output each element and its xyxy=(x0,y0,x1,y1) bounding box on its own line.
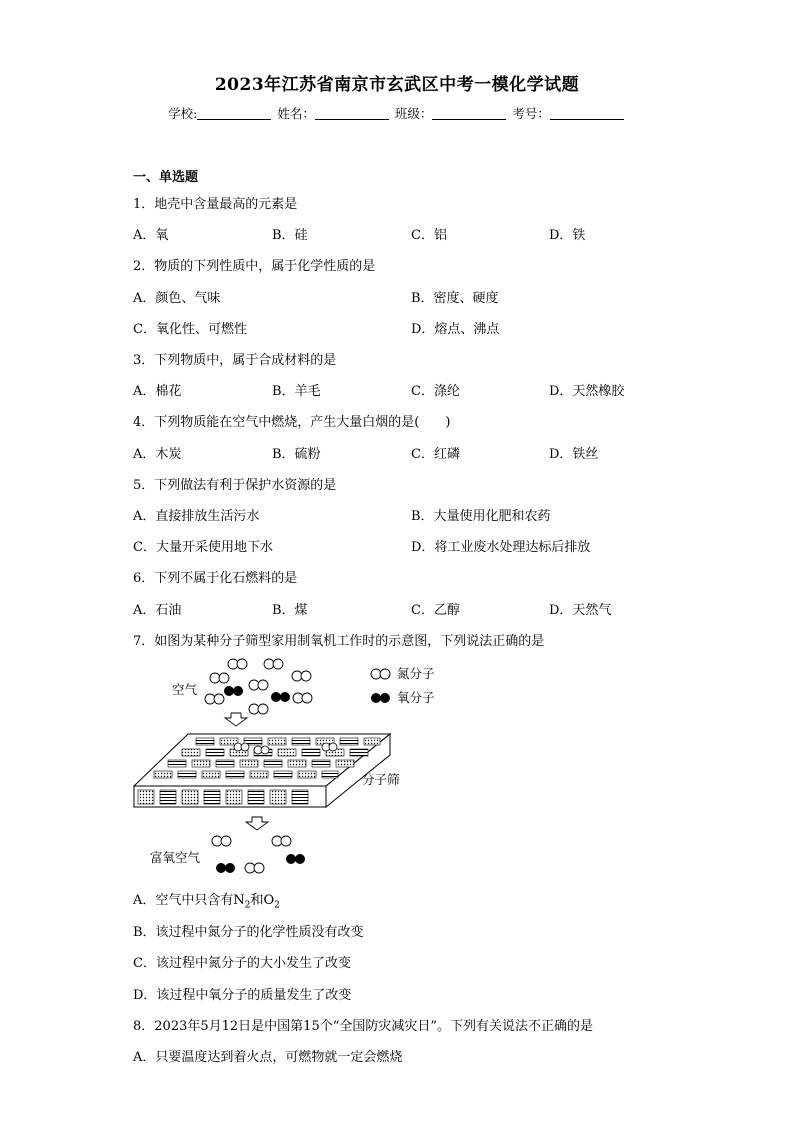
q3-option-d: D．天然橡胶 xyxy=(549,384,625,399)
q3-option-b: B．羊毛 xyxy=(272,384,321,399)
q1-option-b: B．硅 xyxy=(272,228,308,243)
q5-option-b: B．大量使用化肥和农药 xyxy=(411,509,551,524)
name-blank xyxy=(315,107,389,120)
name-label: 姓名： xyxy=(277,106,315,121)
enriched-air-molecules xyxy=(212,836,305,873)
sieve-label: 分子筛 xyxy=(362,772,400,787)
school-label: 学校: xyxy=(168,106,198,121)
number-label: 考号： xyxy=(512,106,550,121)
q4-option-a: A．木炭 xyxy=(133,447,182,462)
question-3-stem: 3．下列物质中，属于合成材料的是 xyxy=(133,353,337,368)
molecular-sieve-slab xyxy=(134,734,390,807)
q5-option-d: D．将工业废水处理达标后排放 xyxy=(411,540,591,555)
class-blank xyxy=(432,107,506,120)
oxygen-legend-label: 氧分子 xyxy=(397,690,435,705)
q6-option-d: D．天然气 xyxy=(549,603,612,618)
q2-option-a: A．颜色、气味 xyxy=(133,291,221,306)
number-blank xyxy=(550,107,624,120)
q6-option-a: A．石油 xyxy=(133,603,182,618)
page-title: 2023年江苏省南京市玄武区中考一模化学试题 xyxy=(214,75,580,95)
question-6-stem: 6．下列不属于化石燃料的是 xyxy=(133,571,298,586)
air-molecules xyxy=(205,659,312,714)
q2-option-c: C．氧化性、可燃性 xyxy=(133,322,247,337)
student-info-row xyxy=(0,104,794,122)
question-8-stem: 8．2023年5月12日是中国第15个“全国防灾减灾日”。下列有关说法不正确的是 xyxy=(133,1019,594,1034)
q2-option-b: B．密度、硬度 xyxy=(411,291,499,306)
question-2-stem: 2．物质的下列性质中，属于化学性质的是 xyxy=(133,259,376,274)
oxygen-legend-icon xyxy=(371,693,390,703)
question-5-stem: 5．下列做法有利于保护水资源的是 xyxy=(133,478,337,493)
nitrogen-legend-label: 氮分子 xyxy=(397,666,435,681)
q4-option-c: C．红磷 xyxy=(411,447,460,462)
q8-option-a: A．只要温度达到着火点，可燃物就一定会燃烧 xyxy=(133,1050,403,1065)
q7-option-c: C．该过程中氮分子的大小发生了改变 xyxy=(133,956,351,971)
q5-option-c: C．大量开采使用地下水 xyxy=(133,540,273,555)
school-blank xyxy=(197,107,271,120)
class-label: 班级： xyxy=(394,106,433,121)
q4-option-d: D．铁丝 xyxy=(549,447,599,462)
molecular-sieve-diagram xyxy=(130,652,450,878)
q7-option-a: A．空气中只含有$N_2$和$O_2$ xyxy=(133,893,280,911)
q1-option-a: A．氧 xyxy=(133,228,169,243)
q4-option-b: B．硫粉 xyxy=(272,447,321,462)
q7-option-b: B．该过程中氮分子的化学性质没有改变 xyxy=(133,925,364,940)
question-1-stem: 1．地壳中含量最高的元素是 xyxy=(133,197,298,212)
down-arrow-icon xyxy=(246,817,268,830)
question-4-stem: 4．下列物质能在空气中燃烧，产生大量白烟的是( ) xyxy=(133,415,451,430)
enriched-air-label: 富氧空气 xyxy=(150,850,201,865)
q2-option-d: D．熔点、沸点 xyxy=(411,322,500,337)
q1-option-c: C．铝 xyxy=(411,228,447,243)
down-arrow-icon xyxy=(225,713,247,726)
q6-option-b: B．煤 xyxy=(272,603,308,618)
question-7-stem: 7．如图为某种分子筛型家用制氧机工作时的示意图，下列说法正确的是 xyxy=(133,634,545,649)
air-label: 空气 xyxy=(172,682,198,697)
q6-option-c: C．乙醇 xyxy=(411,603,460,618)
q1-option-d: D．铁 xyxy=(549,228,586,243)
nitrogen-legend-icon xyxy=(371,669,390,679)
q3-option-a: A．棉花 xyxy=(133,384,182,399)
q5-option-a: A．直接排放生活污水 xyxy=(133,509,260,524)
q7-option-d: D．该过程中氧分子的质量发生了改变 xyxy=(133,988,352,1003)
q3-option-c: C．涤纶 xyxy=(411,384,460,399)
section-heading: 一、单选题 xyxy=(133,170,199,185)
